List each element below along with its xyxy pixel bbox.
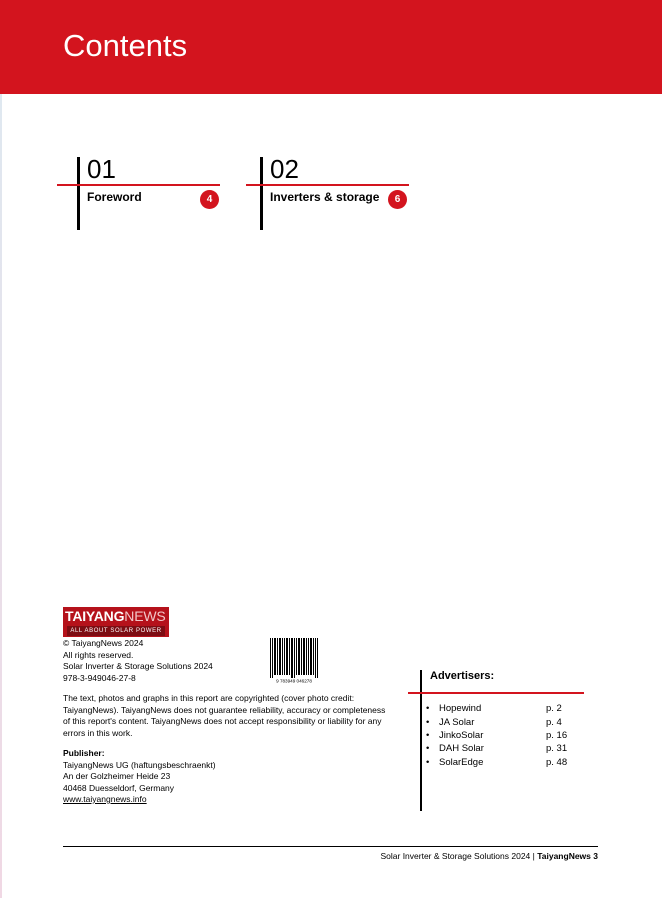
section-title[interactable]: Inverters & storage [270,190,380,204]
advertisers-divider-horizontal [408,692,584,694]
logo-brand-bold: TAIYANG [65,608,125,624]
barcode-digits: 9 783949 046278 [276,678,312,683]
logo-tagline: ALL ABOUT SOLAR POWER [67,626,165,636]
section-divider-horizontal [57,184,220,186]
advertiser-page: p. 4 [546,716,562,728]
advertiser-page: p. 2 [546,703,562,714]
advertiser-item[interactable] [426,730,568,741]
advertiser-name: JinkoSolar [439,730,484,741]
footer-brand-page: TaiyangNews 3 [537,851,598,861]
publisher-city: 40468 Duesseldorf, Germany [63,782,175,793]
bullet-icon: • [426,716,430,728]
bullet-icon: • [426,703,430,714]
bullet-icon: • [426,743,430,754]
taiyangnews-logo [63,607,169,637]
copyright-text: © TaiyangNews 2024 [63,638,144,648]
report-title-text: Solar Inverter & Storage Solutions 2024 [63,661,213,671]
advertiser-item[interactable] [426,756,568,768]
page-edge-strip [0,94,2,898]
section-title[interactable]: Foreword [87,190,142,204]
publisher-label: Publisher: [63,748,105,758]
section-number: 01 [87,154,116,184]
advertiser-page: p. 16 [546,730,568,741]
publisher-website-link[interactable]: www.taiyangnews.info [63,794,147,804]
header-banner [0,0,662,94]
advertiser-name: DAH Solar [439,743,484,754]
logo-wordmark [65,607,165,625]
section-divider-horizontal [246,184,409,186]
section-divider-vertical [77,157,80,230]
section-number: 02 [270,154,299,184]
isbn-text: 978-3-949046-27-8 [63,672,136,683]
advertiser-name: JA Solar [439,716,475,728]
page-footer [380,851,598,861]
bullet-icon: • [426,756,430,768]
copyright-disclaimer: The text, photos and graphs in this report are copyrighted (cover photo credit: TaiyangNews). TaiyangNews does not guarantee reliability, accuracy or completeness of this report's content. TaiyangNews does not accept responsibility or liability for any errors in this work. [63,693,386,738]
logo-brand-light: NEWS [124,608,166,624]
advertisers-title: Advertisers: [430,670,495,682]
advertiser-page: p. 31 [546,743,568,754]
isbn-barcode [270,638,318,683]
advertiser-item[interactable] [426,716,562,728]
bullet-icon: • [426,730,430,741]
advertiser-item[interactable] [426,743,568,754]
publisher-street: An der Golzheimer Heide 23 [63,771,171,781]
section-divider-vertical [260,157,263,230]
page-number-badge[interactable]: 4 [200,190,219,209]
publisher-block [63,748,216,806]
advertiser-item[interactable] [426,703,562,714]
page-title: Contents [63,28,188,63]
advertiser-name: SolarEdge [439,756,484,768]
rights-text: All rights reserved. [63,649,134,660]
publisher-name: TaiyangNews UG (haftungsbeschraenkt) [63,759,216,770]
imprint-info [63,638,213,684]
advertiser-name: Hopewind [439,703,482,714]
advertiser-page: p. 48 [546,756,568,768]
page-number-badge[interactable]: 6 [388,190,407,209]
footer-rule [63,846,598,847]
footer-report-title: Solar Inverter & Storage Solutions 2024 | [380,851,538,861]
